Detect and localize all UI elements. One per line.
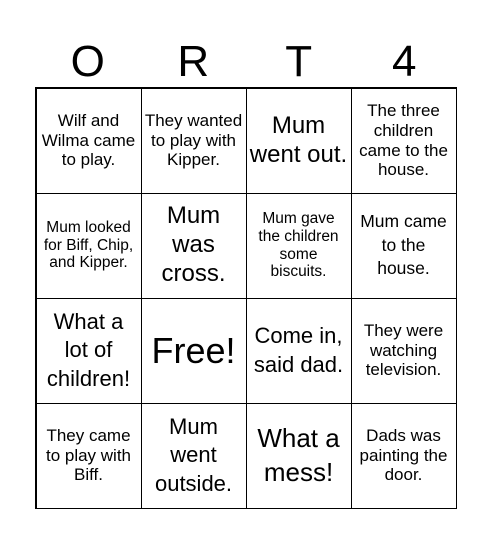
bingo-cell[interactable]: Mum gave the children some biscuits. <box>246 193 352 299</box>
bingo-cell[interactable]: Mum went out. <box>246 88 352 194</box>
header-letter-4: 4 <box>392 37 417 86</box>
bingo-card-grid <box>35 87 457 509</box>
free-space-cell[interactable]: Free! <box>141 298 247 404</box>
bingo-cell[interactable]: Mum went outside. <box>141 403 247 509</box>
bingo-cell[interactable]: They wanted to play with Kipper. <box>141 88 247 194</box>
bingo-cell[interactable]: Dads was painting the door. <box>351 403 457 509</box>
bingo-cell[interactable]: Mum came to the house. <box>351 193 457 299</box>
bingo-cell[interactable]: What a mess! <box>246 403 352 509</box>
bingo-cell[interactable]: Wilf and Wilma came to play. <box>36 88 142 194</box>
bingo-cell[interactable]: Mum was cross. <box>141 193 247 299</box>
header-letter-2: R <box>177 37 210 86</box>
bingo-cell[interactable]: They were watching television. <box>351 298 457 404</box>
bingo-cell[interactable]: They came to play with Biff. <box>36 403 142 509</box>
bingo-cell[interactable]: Come in, said dad. <box>246 298 352 404</box>
header-letter-1: O <box>70 37 105 86</box>
bingo-header <box>35 38 457 86</box>
bingo-cell[interactable]: What a lot of children! <box>36 298 142 404</box>
bingo-cell[interactable]: Mum looked for Biff, Chip, and Kipper. <box>36 193 142 299</box>
bingo-cell[interactable]: The three children came to the house. <box>351 88 457 194</box>
header-letter-3: T <box>285 37 313 86</box>
